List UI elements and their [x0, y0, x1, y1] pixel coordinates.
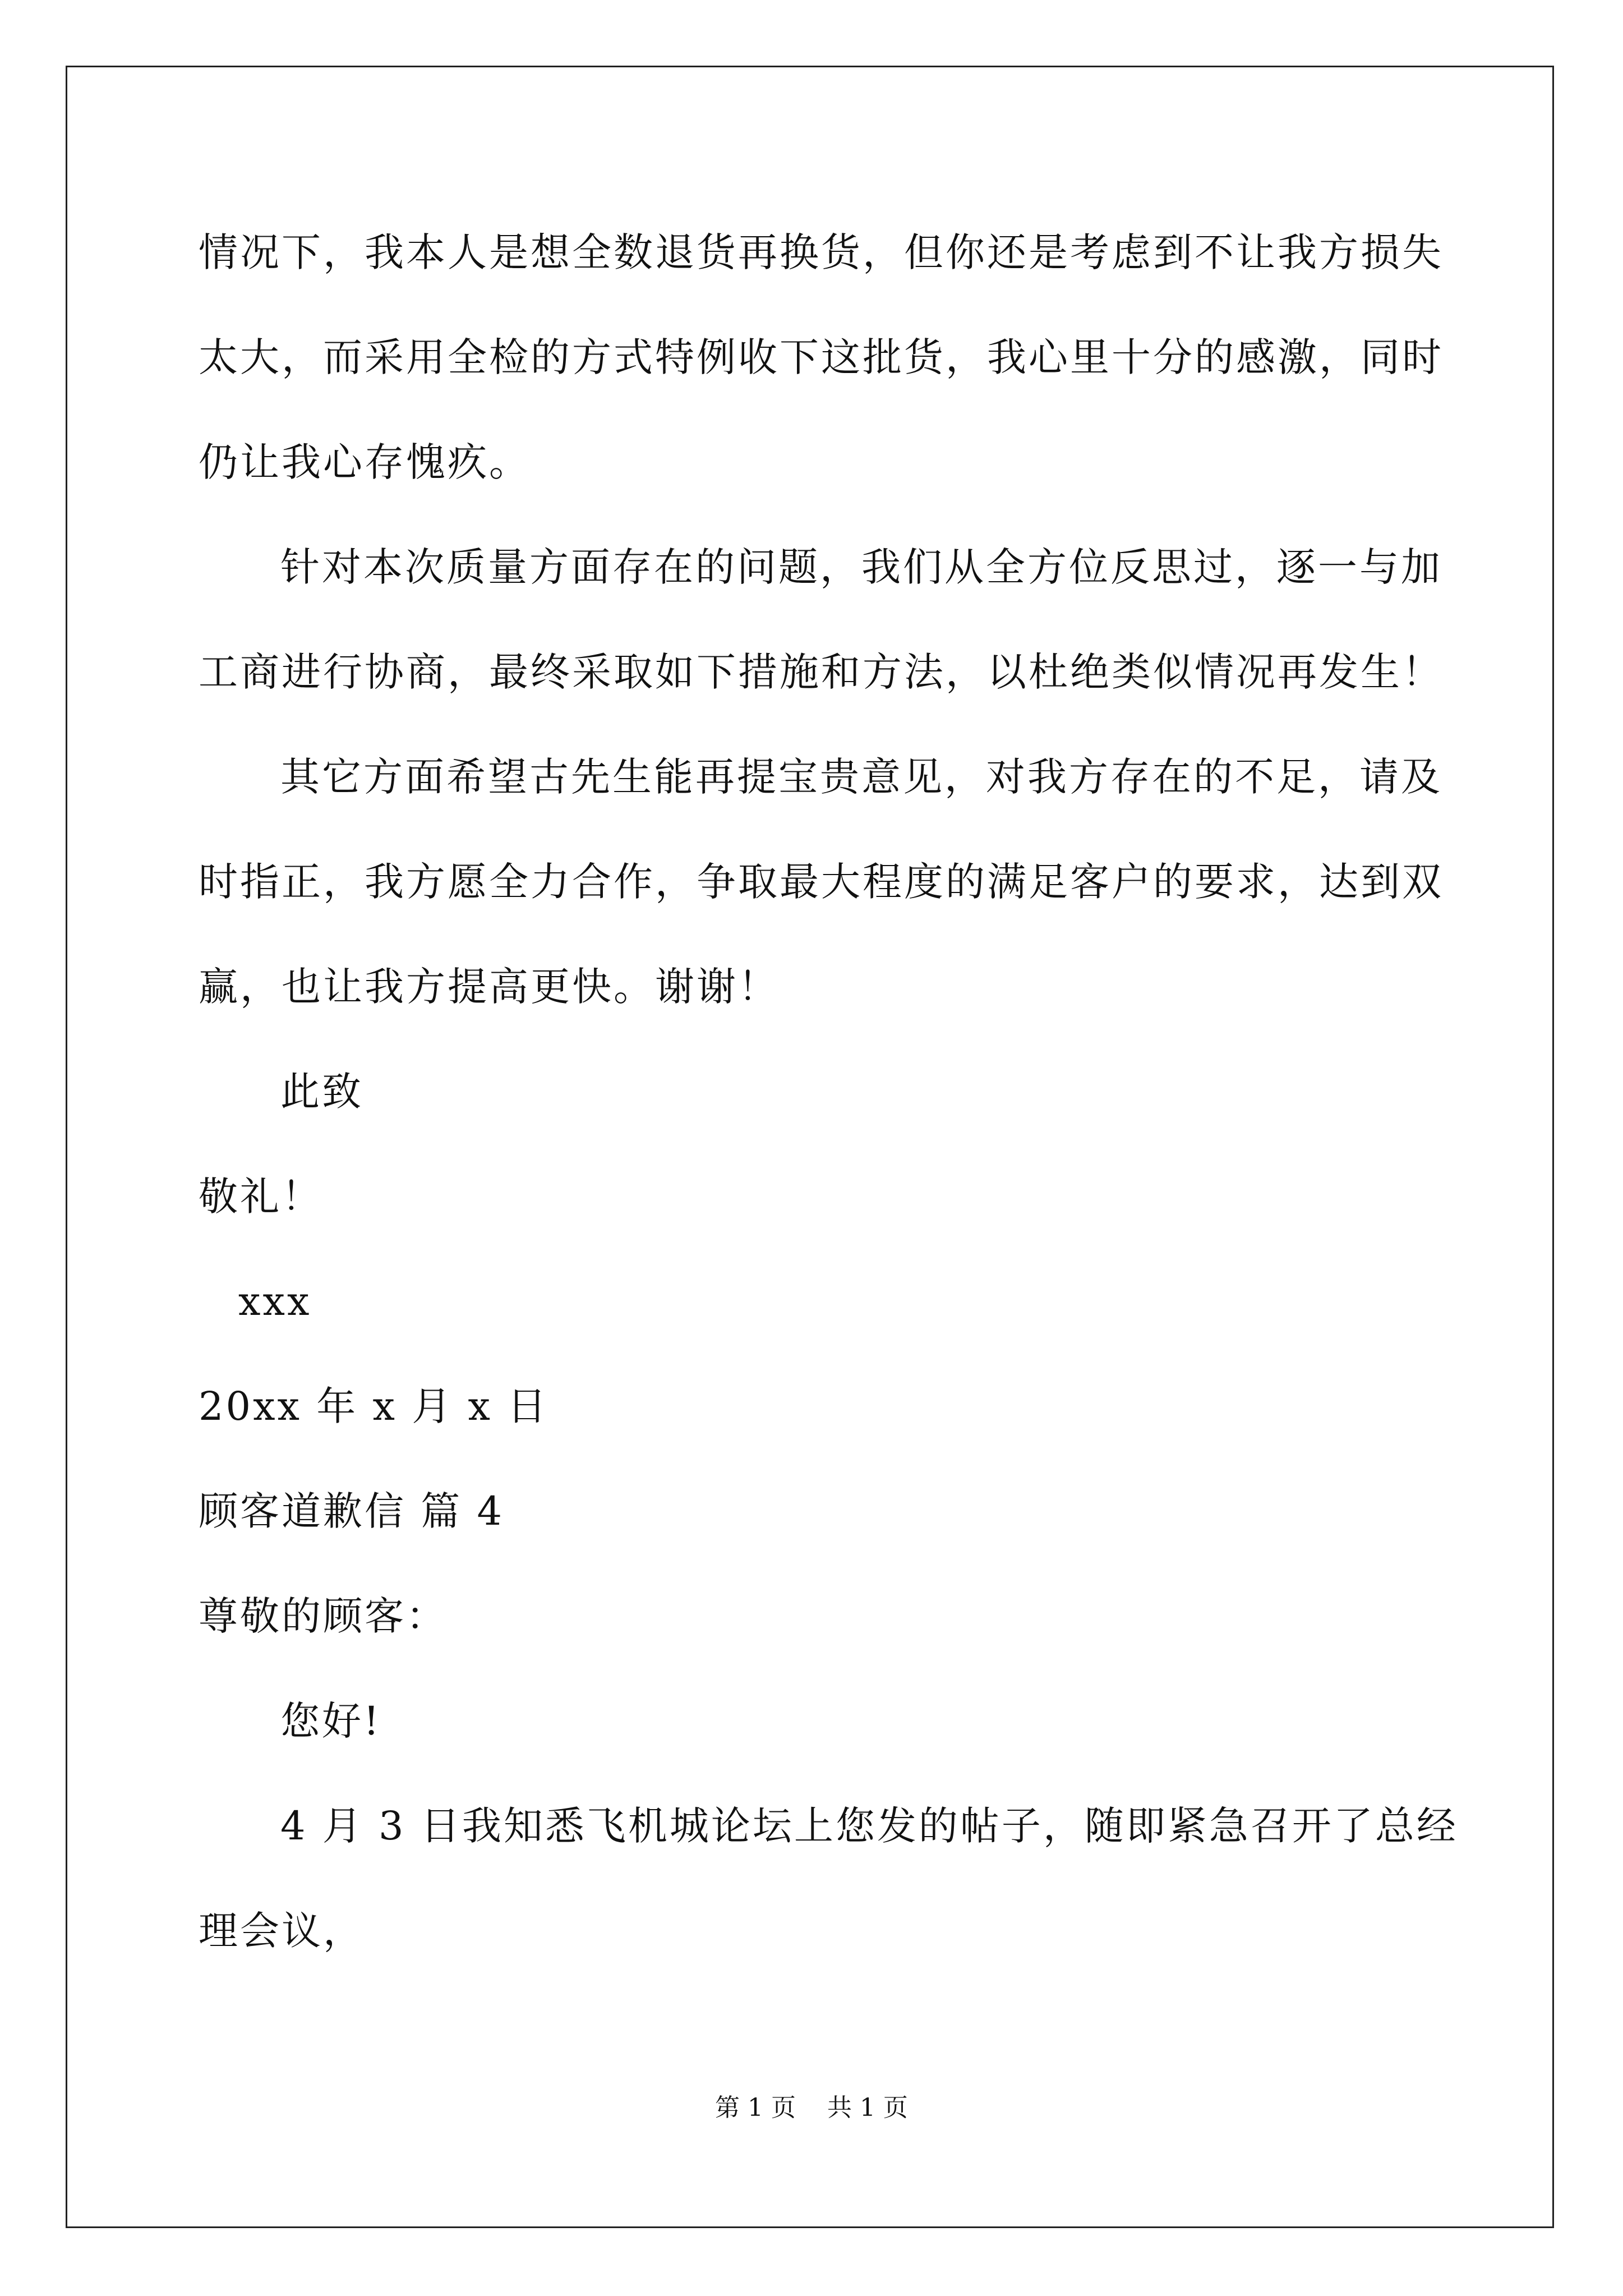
body-line-7: 时指正，我方愿全力合作，争取最大程度的满足客户的要求，达到双 [199, 859, 1444, 905]
greeting-recipient: 尊敬的顾客： [199, 1593, 448, 1639]
body-line-6: 其它方面希望古先生能再提宝贵意见，对我方存在的不足，请及 [280, 754, 1442, 800]
body-line-4: 针对本次质量方面存在的问题，我们从全方位反思过，逐一与加 [280, 544, 1442, 590]
letter-date: 20xx 年 x 月 x 日 [199, 1383, 549, 1429]
closing-regards: 敬礼！ [199, 1174, 323, 1220]
body-line-2: 太大，而采用全检的方式特例收下这批货，我心里十分的感激，同时 [199, 334, 1444, 380]
body-line-9: 4 月 3 日我知悉飞机城论坛上您发的帖子，随即紧急召开了总经 [280, 1803, 1458, 1849]
greeting-hello: 您好! [280, 1698, 382, 1744]
body-line-8: 赢，也让我方提高更快。谢谢！ [199, 964, 780, 1010]
page-border [66, 66, 1554, 2228]
body-line-3: 仍让我心存愧疚。 [199, 439, 531, 485]
page-footer: 第 1 页 共 1 页 [715, 2093, 908, 2122]
body-line-1: 情况下，我本人是想全数退货再换货，但你还是考虑到不让我方损失 [199, 229, 1444, 275]
closing-salutation: 此致 [280, 1069, 363, 1115]
body-line-5: 工商进行协商，最终采取如下措施和方法，以杜绝类似情况再发生！ [199, 649, 1444, 695]
body-line-10: 理会议， [199, 1908, 365, 1954]
section-heading: 顾客道歉信 篇 4 [199, 1488, 505, 1534]
signature-name: xxx [238, 1278, 312, 1324]
